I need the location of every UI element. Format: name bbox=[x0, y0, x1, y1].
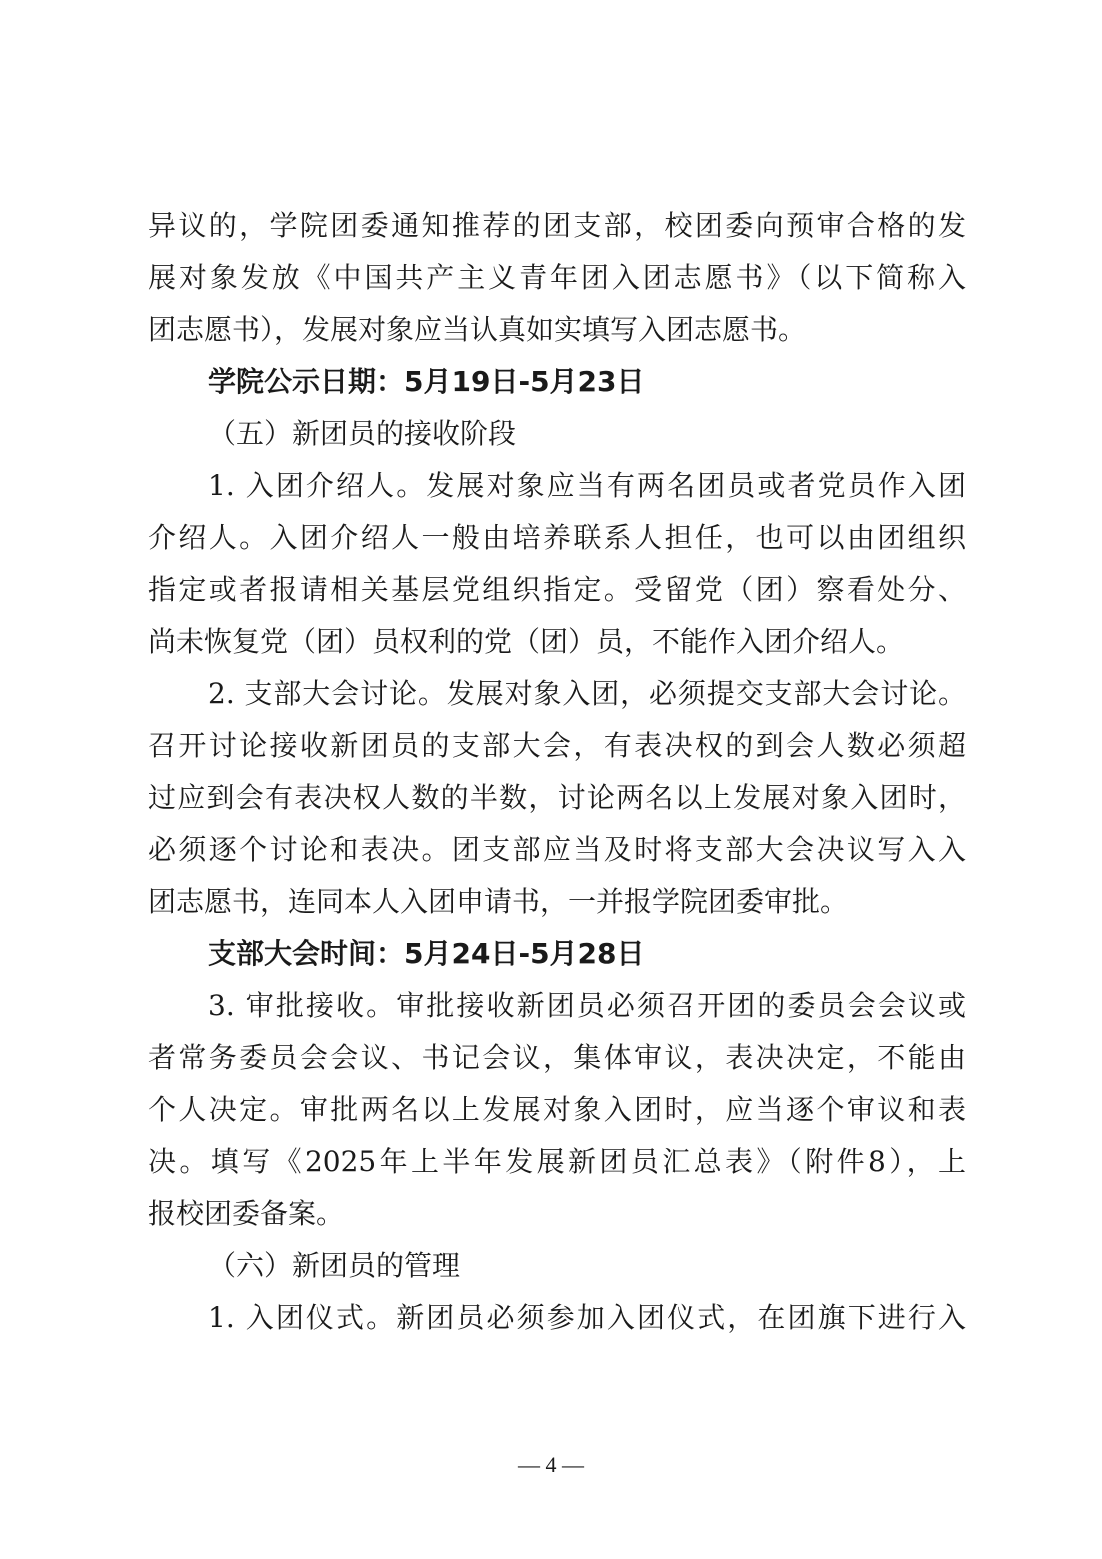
text-line: 2. 支部大会讨论。发展对象入团，必须提交支部大会讨论。 bbox=[208, 677, 966, 710]
text-line: 异议的，学院团委通知推荐的团支部，校团委向预审合格的发 bbox=[148, 209, 966, 242]
page-number: — 4 — bbox=[518, 1452, 584, 1477]
text-line: 1. 入团介绍人。发展对象应当有两名团员或者党员作入团 bbox=[208, 469, 966, 502]
text-line: 团志愿书），发展对象应当认真如实填写入团志愿书。 bbox=[148, 313, 807, 346]
section-heading: （五）新团员的接收阶段 bbox=[208, 417, 517, 450]
text-line: 过应到会有表决权人数的半数，讨论两名以上发展对象入团时， bbox=[148, 781, 966, 814]
text-line: 指定或者报请相关基层党组织指定。受留党（团）察看处分、 bbox=[148, 573, 966, 606]
paragraph-branch-meeting bbox=[148, 668, 966, 928]
text-line: 介绍人。入团介绍人一般由培养联系人担任，也可以由团组织 bbox=[148, 521, 966, 554]
paragraph-college-procedure bbox=[148, 200, 966, 356]
document-body bbox=[148, 200, 966, 1344]
text-line: 3. 审批接收。审批接收新团员必须召开团的委员会会议或 bbox=[208, 989, 966, 1022]
text-line: 尚未恢复党（团）员权利的党（团）员，不能作入团介绍人。 bbox=[148, 625, 905, 658]
paragraph-introducer bbox=[148, 460, 966, 668]
paragraph-public-notice-date bbox=[148, 356, 966, 408]
section-heading-5 bbox=[148, 408, 966, 460]
text-line: 者常务委员会会议、书记会议，集体审议，表决决定，不能由 bbox=[148, 1041, 966, 1074]
paragraph-approval bbox=[148, 980, 966, 1240]
section-heading: （六）新团员的管理 bbox=[208, 1249, 461, 1282]
section-heading-6 bbox=[148, 1240, 966, 1292]
text-line: 个人决定。审批两名以上发展对象入团时，应当逐个审议和表 bbox=[148, 1093, 966, 1126]
text-line: 报校团委备案。 bbox=[148, 1197, 345, 1230]
public-notice-date: 学院公示日期：5月19日-5月23日 bbox=[208, 365, 645, 398]
branch-meeting-time: 支部大会时间：5月24日-5月28日 bbox=[208, 937, 645, 970]
text-line: 决。填写《2025年上半年发展新团员汇总表》（附件8），上 bbox=[148, 1145, 966, 1178]
text-line: 必须逐个讨论和表决。团支部应当及时将支部大会决议写入入 bbox=[148, 833, 966, 866]
paragraph-meeting-time bbox=[148, 928, 966, 980]
paragraph-ceremony bbox=[148, 1292, 966, 1344]
text-line: 展对象发放《中国共产主义青年团入团志愿书》（以下简称入 bbox=[148, 261, 966, 294]
text-line: 团志愿书，连同本人入团申请书，一并报学院团委审批。 bbox=[148, 885, 849, 918]
text-line: 1. 入团仪式。新团员必须参加入团仪式，在团旗下进行入 bbox=[208, 1301, 966, 1334]
text-line: 召开讨论接收新团员的支部大会，有表决权的到会人数必须超 bbox=[148, 729, 966, 762]
